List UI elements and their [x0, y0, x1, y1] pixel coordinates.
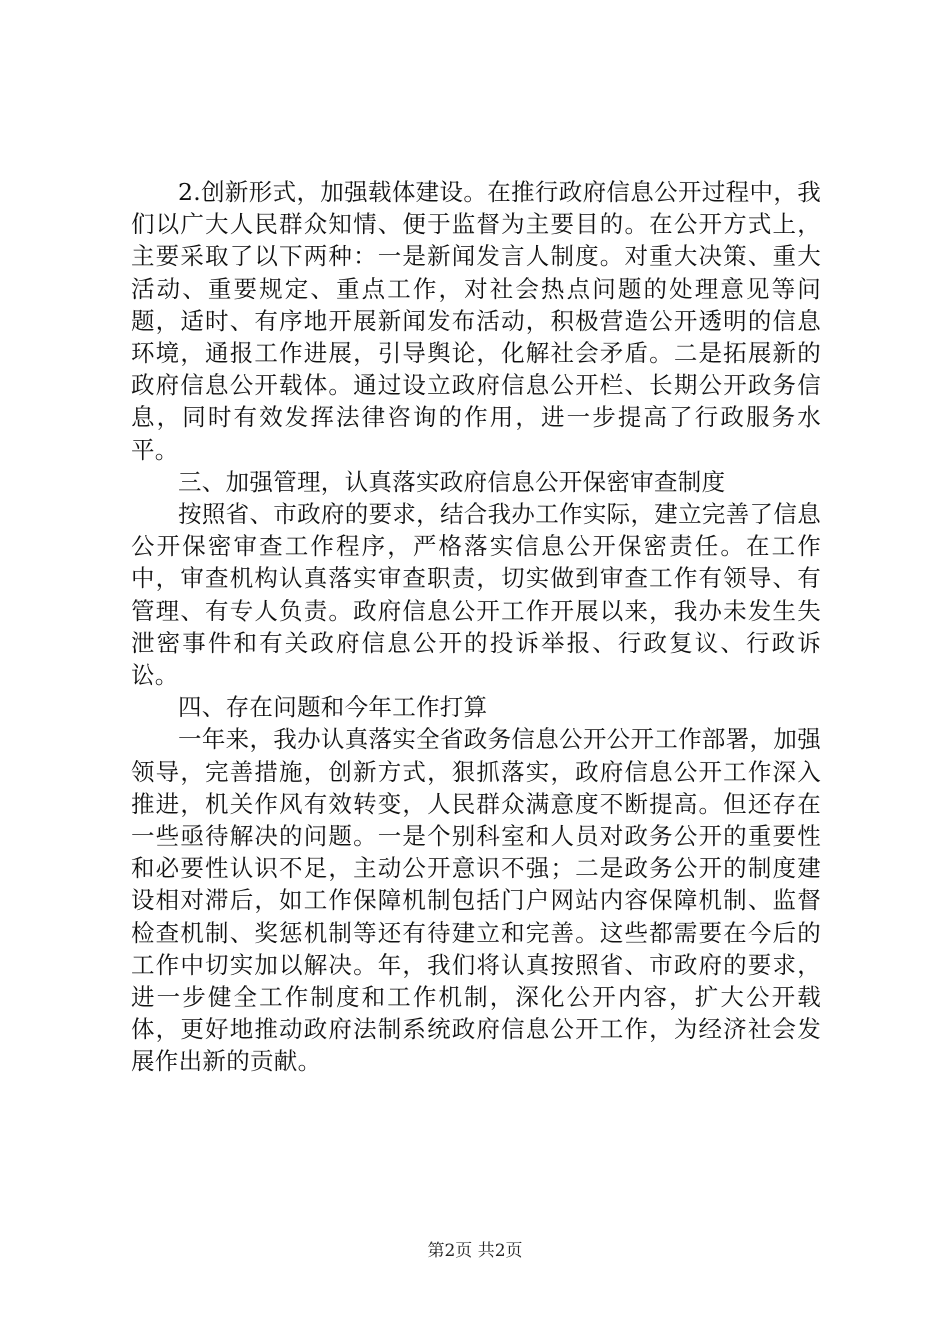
document-body: [131, 176, 821, 1078]
section-heading-problems-plans: 四、存在问题和今年工作打算: [178, 693, 488, 722]
section-heading-management: 三、加强管理，认真落实政府信息公开保密审查制度: [178, 467, 726, 496]
paragraph-confidentiality-review: 按照省、市政府的要求，结合我办工作实际，建立完善了信息公开保密审查工作程序，严格落实信息公开保密责任。在工作中，审查机构认真落实审查职责，切实做到审查工作有领导、有管理、有专人负责。政府信息公开工作开展以来，我办未发生失泄密事件和有关政府信息公开的投诉举报、行政复议、行政诉讼。: [131, 500, 821, 690]
page-number-footer: 第2页 共2页: [427, 1241, 523, 1261]
paragraph-innovation: 2.创新形式，加强载体建设。在推行政府信息公开过程中，我们以广大人民群众知情、便于监督为主要目的。在公开方式上，主要采取了以下两种：一是新闻发言人制度。对重大决策、重大活动、重要规定、重点工作，对社会热点问题的处理意见等问题，适时、有序地开展新闻发布活动，积极营造公开透明的信息环境，通报工作进展，引导舆论，化解社会矛盾。二是拓展新的政府信息公开载体。通过设立政府信息公开栏、长期公开政务信息，同时有效发挥法律咨询的作用，进一步提高了行政服务水平。: [131, 178, 821, 464]
paragraph-summary: 一年来，我办认真落实全省政务信息公开公开工作部署，加强领导，完善措施，创新方式，狠抓落实，政府信息公开工作深入推进，机关作风有效转变，人民群众满意度不断提高。但还存在一些亟待解决的问题。一是个别科室和人员对政务公开的重要性和必要性认识不足，主动公开意识不强；二是政务公开的制度建设相对滞后，如工作保障机制包括门户网站内容保障机制、监督检查机制、奖惩机制等还有待建立和完善。这些都需要在今后的工作中切实加以解决。年，我们将认真按照省、市政府的要求，进一步健全工作制度和工作机制，深化公开内容，扩大公开载体，更好地推动政府法制系统政府信息公开工作，为经济社会发展作出新的贡献。: [131, 725, 821, 1076]
